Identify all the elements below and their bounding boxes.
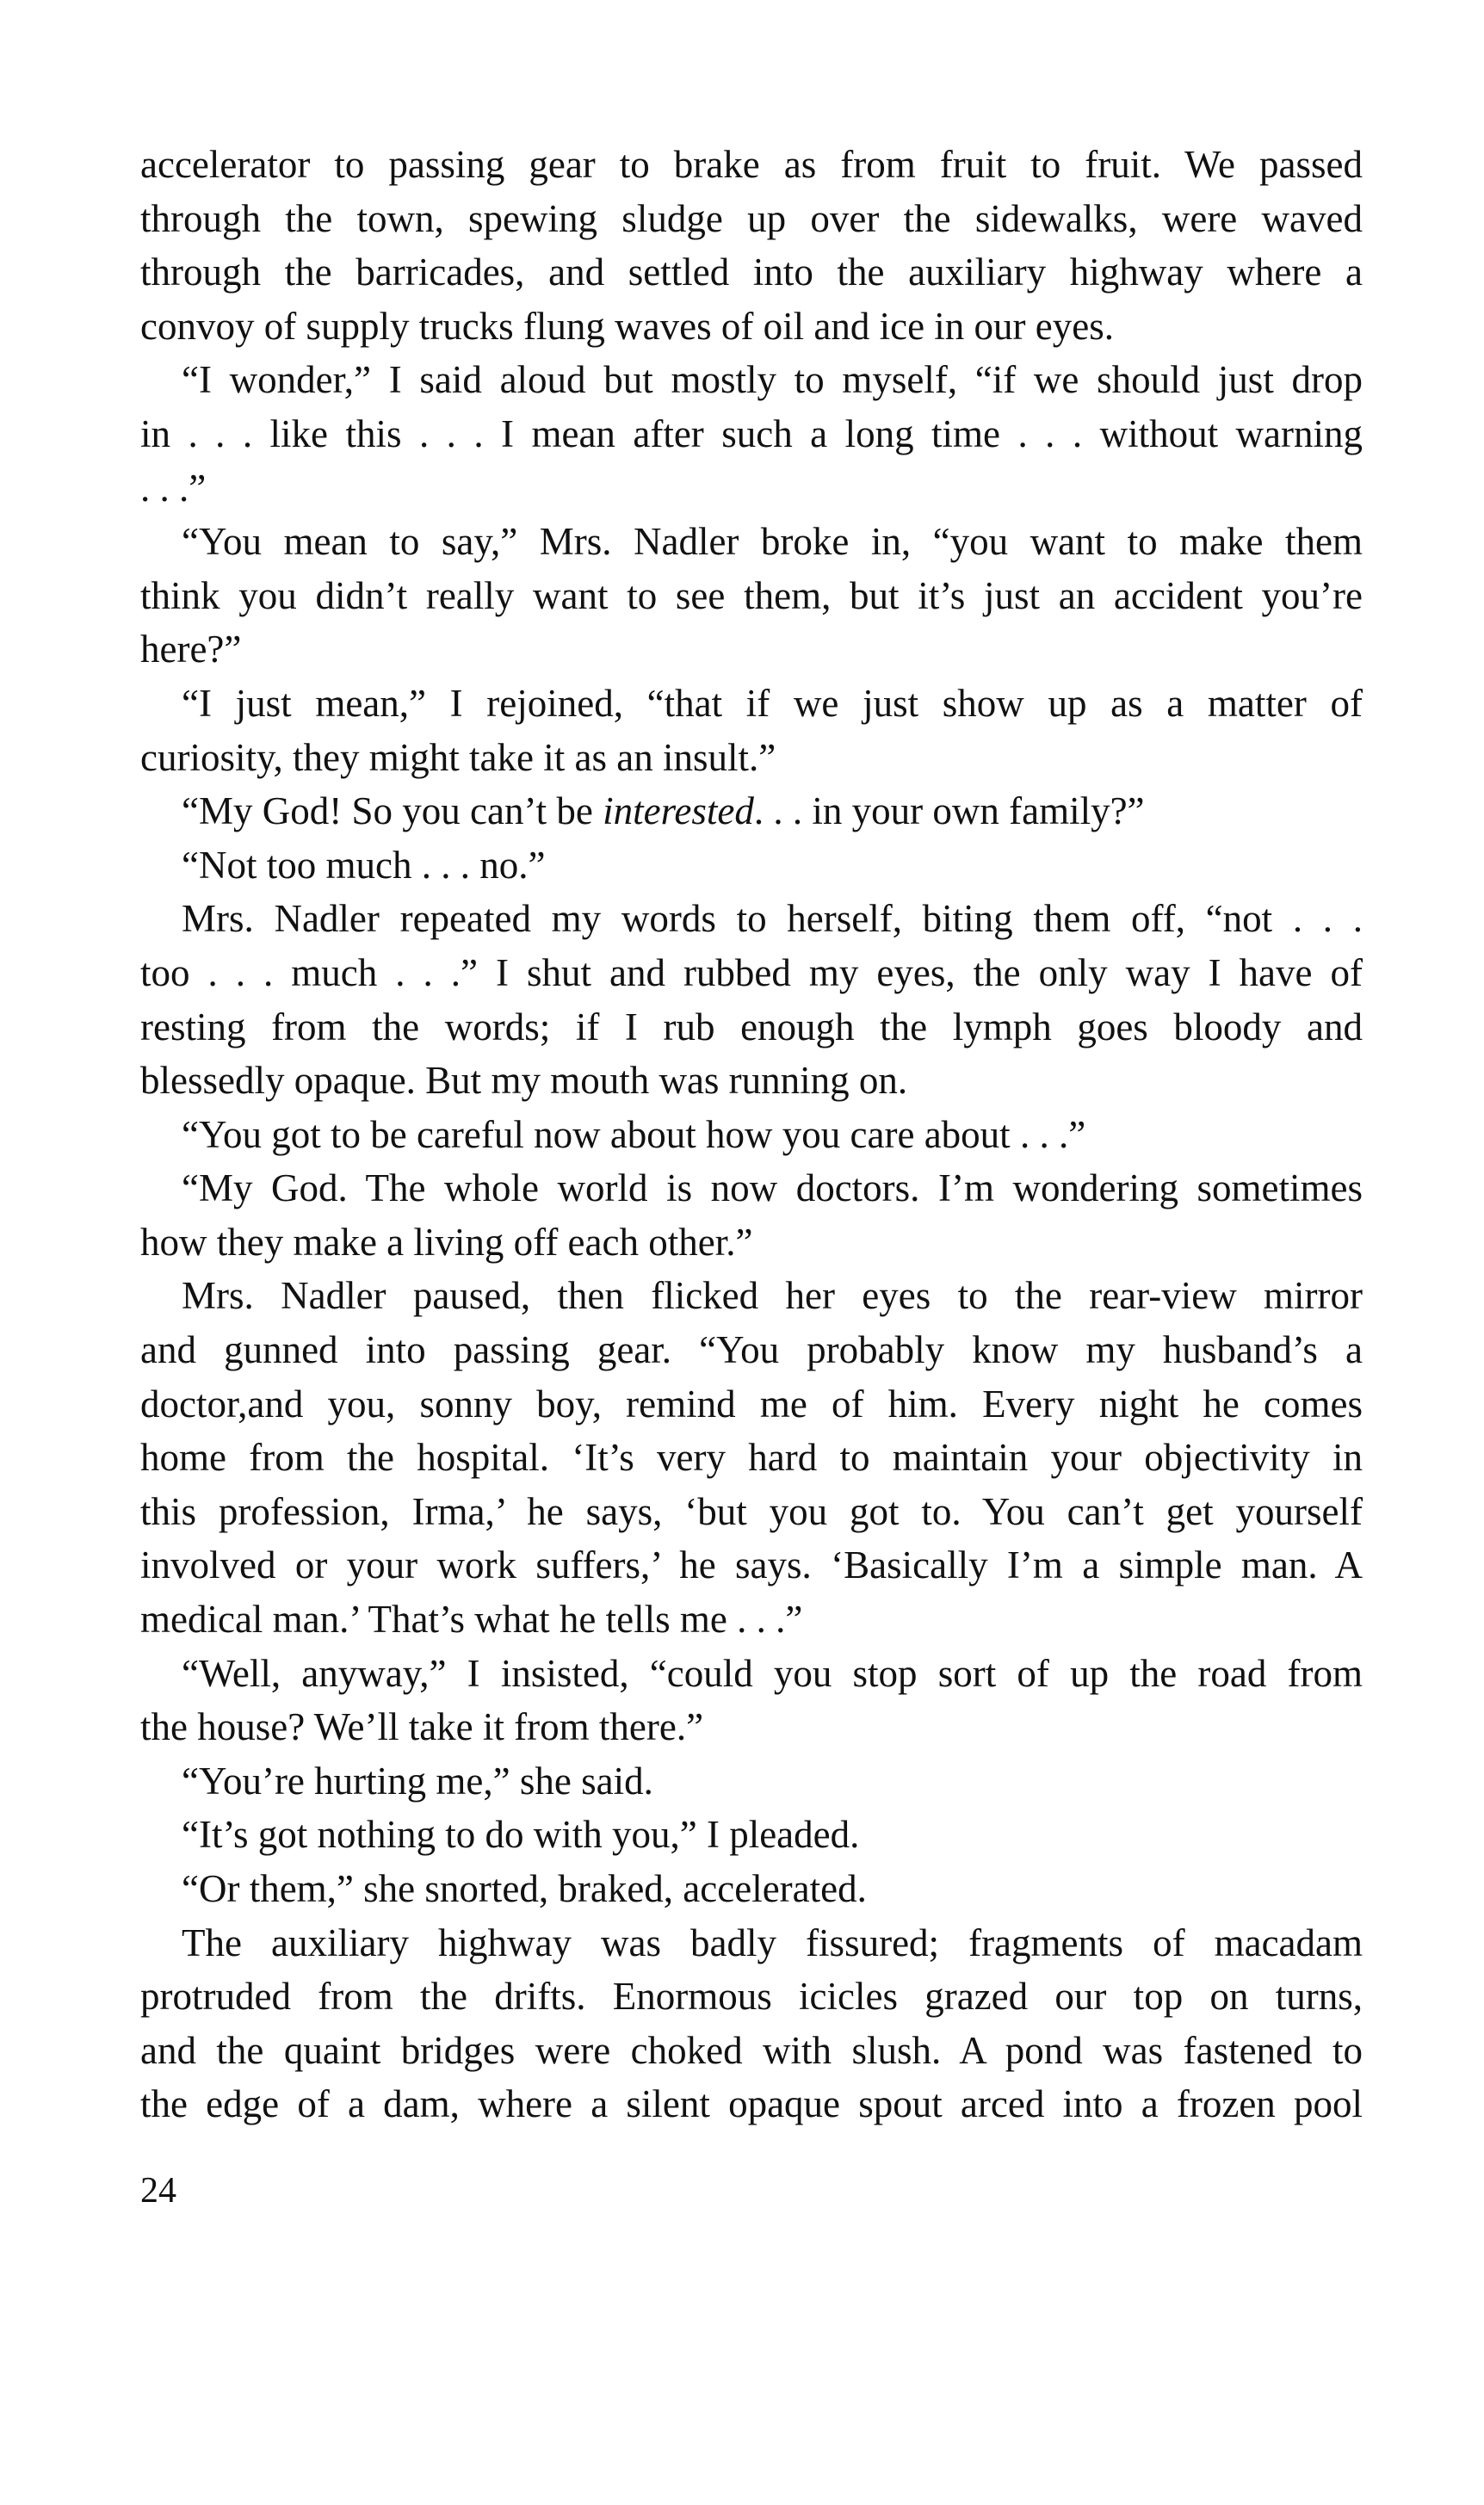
text-line: doctor,and you, sonny boy, remind me of him. Every night he comes xyxy=(140,1382,1363,1426)
text-line: think you didn’t really want to see them, but it’s just an accident you’re xyxy=(140,573,1363,617)
italic-word: interested xyxy=(603,789,754,833)
text-line: through the barricades, and settled into the auxiliary highway where a xyxy=(140,251,1363,294)
text-line: through the town, spewing sludge up over the sidewalks, were waved xyxy=(140,196,1363,240)
text-line: curiosity, they might take it as an insult.” xyxy=(140,735,776,779)
text-line: “Not too much . . . no.” xyxy=(182,843,546,887)
text-line: the edge of a dam, where a silent opaque spout arced into a frozen pool xyxy=(140,2082,1363,2126)
text-line: and gunned into passing gear. “You probably know my husband’s a xyxy=(140,1328,1363,1372)
text-line: “It’s got nothing to do with you,” I pleaded. xyxy=(182,1813,860,1857)
text-line: “You mean to say,” Mrs. Nadler broke in, “you want to make them xyxy=(182,520,1363,564)
text-line: Mrs. Nadler paused, then flicked her eyes to the rear-view mirror xyxy=(182,1274,1363,1318)
body-text xyxy=(140,138,1363,2131)
text-line: “Or them,” she snorted, braked, accelerated. xyxy=(182,1867,867,1910)
text-line: “Well, anyway,” I insisted, “could you stop sort of up the road from xyxy=(182,1651,1363,1695)
text-line: and the quaint bridges were choked with slush. A pond was fastened to xyxy=(140,2028,1363,2072)
text-line: “You got to be careful now about how you care about . . .” xyxy=(182,1112,1086,1156)
text-line: the house? We’ll take it from there.” xyxy=(140,1705,704,1749)
text-line: Mrs. Nadler repeated my words to herself, biting them off, “not . . . xyxy=(182,897,1363,941)
text-line: accelerator to passing gear to brake as from fruit to fruit. We passed xyxy=(140,143,1363,186)
text-line: protruded from the drifts. Enormous icicles grazed our top on turns, xyxy=(140,1975,1363,2019)
text-line: here?” xyxy=(140,628,242,671)
text-line: medical man.’ That’s what he tells me . . .” xyxy=(140,1598,803,1642)
text-line: blessedly opaque. But my mouth was running on. xyxy=(140,1059,908,1103)
text-line: The auxiliary highway was badly fissured; fragments of macadam xyxy=(182,1920,1363,1964)
text-line: too . . . much . . .” I shut and rubbed my eyes, the only way I have of xyxy=(140,950,1363,994)
text-line: . . .” xyxy=(140,466,207,510)
text-line: this profession, Irma,’ he says, ‘but you got to. You can’t get yourself xyxy=(140,1489,1363,1533)
text-line: how they make a living off each other.” xyxy=(140,1220,753,1264)
text-line: “I just mean,” I rejoined, “that if we just show up as a matter of xyxy=(182,681,1363,725)
text-line: involved or your work suffers,’ he says. ‘Basically I’m a simple man. A xyxy=(140,1543,1363,1587)
text-line: “My God! So you can’t be interested. . . in your own family?” xyxy=(182,789,1145,833)
text-line: “My God. The whole world is now doctors. I’m wondering sometimes xyxy=(182,1166,1363,1210)
text-line: “I wonder,” I said aloud but mostly to myself, “if we should just drop xyxy=(182,358,1363,402)
text-line: resting from the words; if I rub enough the lymph goes bloody and xyxy=(140,1005,1363,1048)
page-number: 24 xyxy=(140,2171,176,2211)
text-line: in . . . like this . . . I mean after such a long time . . . without warning xyxy=(140,411,1363,455)
text-line: “You’re hurting me,” she said. xyxy=(182,1759,653,1803)
text-line: home from the hospital. ‘It’s very hard to maintain your objectivity in xyxy=(140,1436,1363,1480)
text-line: convoy of supply trucks flung waves of oil and ice in our eyes. xyxy=(140,304,1114,348)
